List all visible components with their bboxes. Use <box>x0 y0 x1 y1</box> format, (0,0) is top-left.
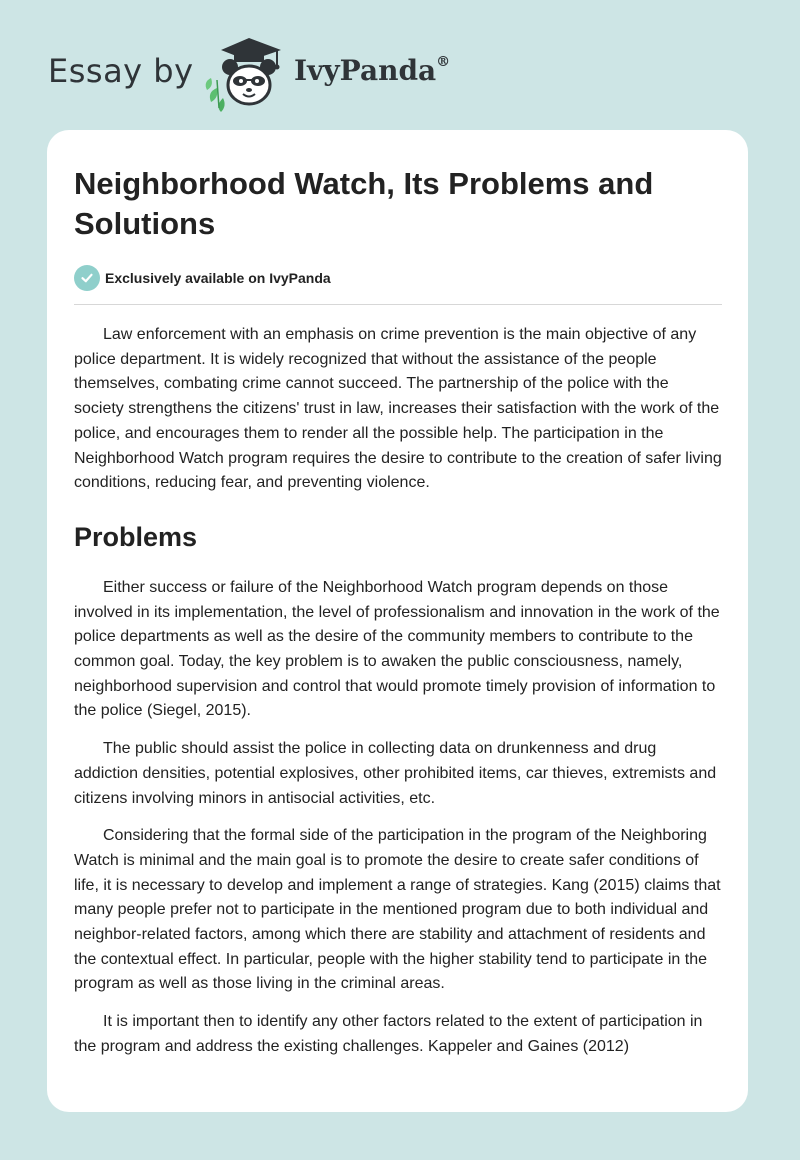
body-paragraph: Considering that the formal side of the participation in the program of the Neighboring Watch is minimal and the main goal is to promote the desire to create safer conditions of life, it is necessary to develop and implement a range of strategies. Kang (2015) claims that many people prefer not to participate in the mentioned program due to both individual and neighbor-related factors, among which there are stability and attachment of residents and the contextual effect. In particular, people with the higher stability tend to participate in the program as well as those living in the criminal areas. <box>74 827 721 993</box>
article-title: Neighborhood Watch, Its Problems and Solutions <box>74 166 654 241</box>
body-paragraph: It is important then to identify any other factors related to the extent of participation in the program and address the existing challenges. Kappeler and Gaines (2012) <box>74 1013 703 1055</box>
essay-by-label: Essay by <box>48 52 194 90</box>
site-header <box>48 32 568 112</box>
divider <box>74 304 722 305</box>
intro-paragraph: Law enforcement with an emphasis on crime prevention is the main objective of any police department. It is widely recognized that without the assistance of the people themselves, combating crime cannot succeed. The partnership of the police with the society strengthens the citizens' trust in law, increases their satisfaction with the work of the police, and encourages them to render all the possible help. The participation in the Neighborhood Watch program requires the desire to contribute to the creation of safer living conditions, reducing fear, and preventing violence. <box>74 326 722 492</box>
brand-name[interactable] <box>294 54 450 87</box>
exclusive-badge <box>74 264 722 292</box>
exclusive-label: Exclusively available on IvyPanda <box>105 270 331 286</box>
check-circle-icon <box>74 265 100 291</box>
brand-name-text: IvyPanda <box>294 54 437 87</box>
body-paragraph: Either success or failure of the Neighborhood Watch program depends on those involved in its implementation, the level of professionalism and innovation in the work of the police departments as well as the desire of the community members to contribute to the common goal. Today, the key problem is to awaken the public consciousness, namely, neighborhood supervision and control that would promote timely provision of information to the police (Siegel, 2015). <box>74 578 720 720</box>
article-card <box>47 130 748 1112</box>
body-paragraph: The public should assist the police in collecting data on drunkenness and drug addiction densities, potential explosives, other prohibited items, car thieves, extremists and citizens involving minors in antisocial activities, etc. <box>74 740 717 807</box>
registered-mark: ® <box>436 53 451 70</box>
section-heading-problems: Problems <box>74 521 198 552</box>
panda-graduation-cap-logo-icon[interactable] <box>203 36 291 112</box>
article-content <box>74 164 722 1060</box>
